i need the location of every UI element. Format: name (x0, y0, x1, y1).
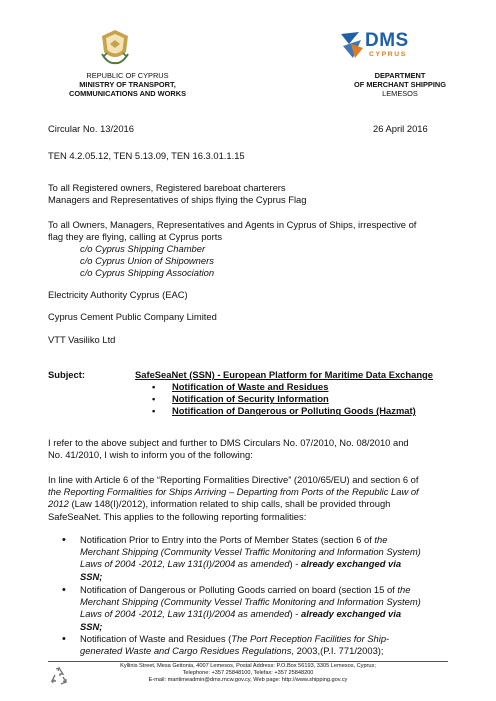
ministry-label-2: COMMUNICATIONS AND WORKS (68, 88, 186, 98)
file-references: TEN 4.2.05.12, TEN 5.13.09, TEN 16.3.01.1.15 (48, 150, 245, 161)
addressees-registered (48, 182, 306, 206)
addressee-line: Managers and Representatives of ships flying the Cyprus Flag (48, 194, 307, 206)
addressee-vtt: VTT Vasiliko Ltd (48, 334, 116, 345)
footer-line: E-mail: maritimeadmin@dms.mcw.gov.cy, Web page: http://www.shipping.gov.cy (148, 677, 348, 684)
dms-logo-mark-icon (339, 30, 365, 60)
item-text: Notification of Waste and Residues ( (80, 633, 232, 644)
paragraph-line: SafeSeaNet. This applies to the following reporting formalities: (48, 510, 307, 522)
paragraph-line: I refer to the above subject and further to DMS Circulars No. 07/2010, No. 08/2010 and (48, 437, 409, 448)
law-year: 2012 (48, 498, 69, 510)
formality-item (80, 633, 448, 657)
item-text: Notification of Dangerous or Polluting Goods carried on board (section 15 of (80, 584, 398, 595)
item-text: the (397, 584, 411, 595)
subject-bullet-text: Notification of Security Information (172, 393, 329, 405)
ministry-label: MINISTRY OF TRANSPORT, (79, 79, 176, 89)
republic-label: REPUBLIC OF CYPRUS (86, 71, 169, 80)
subject-bullet-text: Notification of Waste and Residues (172, 381, 329, 392)
bullet-icon: • (152, 381, 156, 392)
subject-bullet-text: Notification of Dangerous or Polluting Goods (Hazmat) (172, 405, 416, 417)
dms-logo-text: DMS (365, 30, 409, 51)
dms-logo (339, 30, 411, 62)
subject-bullet (152, 405, 416, 417)
item-text: , 2003,(P.I. 771/2003); (291, 645, 384, 657)
addressee-cement: Cyprus Cement Public Company Limited (48, 311, 217, 322)
item-text: Merchant Shipping (Community Vessel Traffic Monitoring and Information System) (80, 596, 421, 608)
item-text: Notification Prior to Entry into the Ports of Member States (section 6 of (80, 534, 375, 545)
item-text: Laws of 2004 -2012, Law 131(I)/2004 as amended (80, 608, 290, 620)
directive-paragraph (48, 474, 448, 523)
department-label: DEPARTMENT (374, 71, 426, 80)
subject-label: Subject: (48, 369, 85, 380)
addressee-line: flag they are flying, calling at Cyprus ports (48, 231, 223, 243)
footer-address (48, 663, 448, 685)
item-text: Merchant Shipping (Community Vessel Traffic Monitoring and Information System) (80, 546, 421, 558)
subject-bullet (152, 381, 416, 393)
subject-bullet (152, 393, 416, 405)
dms-logo-subtext: CYPRUS (369, 51, 407, 58)
bullet-icon: • (152, 393, 156, 405)
item-text: generated Waste and Cargo Residues Regulations (80, 645, 292, 657)
bullet-icon: • (62, 633, 66, 645)
item-status: already exchanged via (301, 558, 402, 570)
city-label: LEMESOS (382, 88, 418, 98)
paragraph-line: In line with Article 6 of the “Reporting Formalities Directive” (2010/65/EU) and section 6 of (48, 474, 419, 485)
intro-paragraph (48, 437, 448, 461)
cyprus-emblem-icon (98, 28, 132, 66)
addressees-owners (48, 219, 416, 243)
bullet-icon: • (62, 534, 66, 546)
care-of-item: c/o Cyprus Union of Shipowners (80, 255, 214, 267)
formality-item (80, 534, 448, 583)
bullet-icon: • (152, 405, 156, 417)
department-label-2: OF MERCHANT SHIPPING (354, 79, 446, 89)
item-text: ) - (289, 608, 301, 620)
footer-divider (48, 661, 448, 662)
item-status: already exchanged via (301, 608, 402, 620)
item-status: SSN; (80, 570, 103, 582)
item-text: Laws of 2004 -2012, Law 131(I)/2004 as amended (80, 558, 290, 570)
subject-title: SafeSeaNet (SSN) - European Platform for Maritime Data Exchange (135, 369, 433, 380)
formality-item (80, 584, 448, 633)
item-text: The Port Reception Facilities for Ship- (231, 633, 390, 644)
care-of-item: c/o Cyprus Shipping Association (80, 267, 215, 279)
item-text: the (374, 534, 388, 545)
paragraph-line: (Law 148(I)/2012), information related to ship calls, shall be provided through (68, 498, 391, 510)
addressee-line: To all Registered owners, Registered bareboat charterers (48, 182, 286, 193)
paragraph-line: No. 41/2010, I wish to inform you of the following: (48, 449, 253, 461)
subject-bullets (152, 381, 416, 418)
care-of-item: c/o Cyprus Shipping Chamber (80, 243, 206, 254)
circular-number: Circular No. 13/2016 (48, 123, 134, 134)
circular-date: 26 April 2016 (373, 123, 428, 134)
addressee-eac: Electricity Authority Cyprus (EAC) (48, 289, 188, 300)
addressee-line: To all Owners, Managers, Representatives and Agents in Cyprus of Ships, irrespective of (48, 219, 417, 230)
item-text: ) - (289, 558, 301, 570)
paragraph-line: the Reporting Formalities for Ships Arriving – Departing from Ports of the Republic Law of (48, 486, 419, 498)
bullet-icon: • (62, 584, 66, 596)
ministry-header (50, 72, 205, 98)
item-status: SSN; (80, 620, 103, 632)
department-header (330, 72, 470, 98)
care-of-list (80, 243, 214, 280)
footer-line: Kyllinis Street, Mesa Geitonia, 4007 Lemesos, Postal Address: P.O.Box 56193, 3305 Lemesos, Cyprus; (120, 663, 376, 669)
footer-line: Telephone: +357 25848100, Telefax: +357 25848200 (182, 670, 314, 677)
